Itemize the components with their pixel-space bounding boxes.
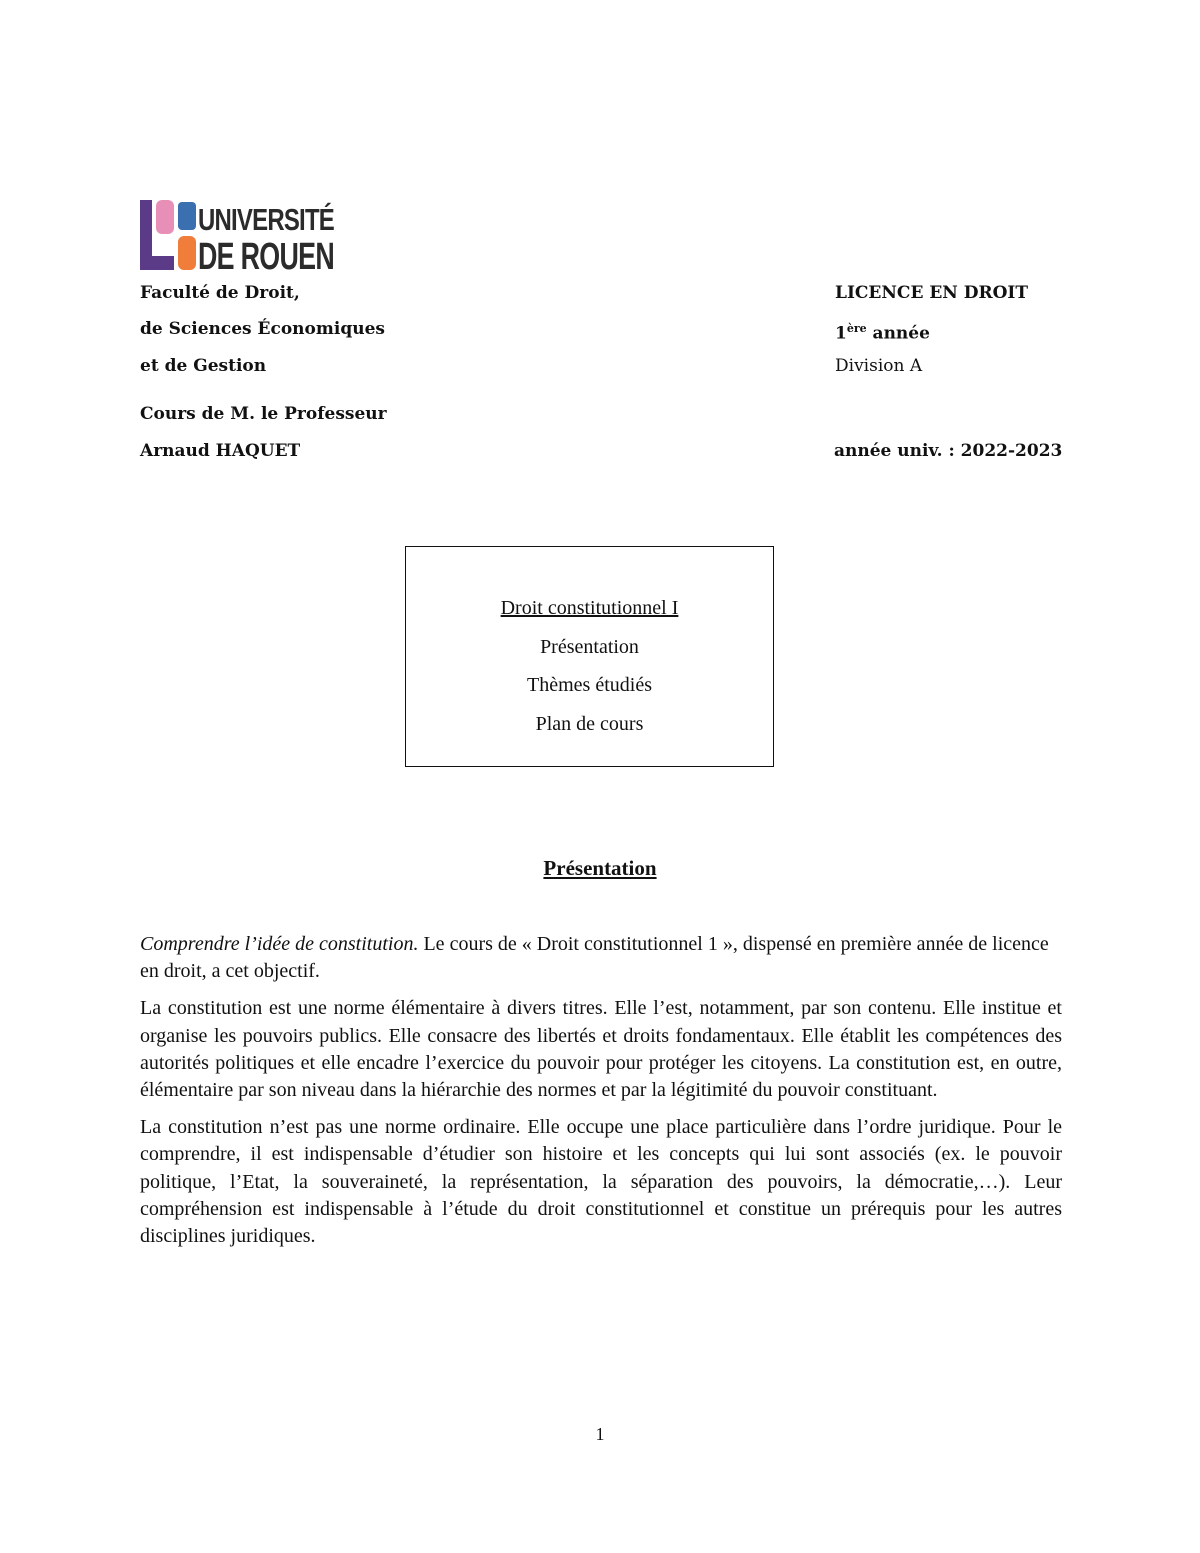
faculty-line1: Faculté de Droit, [140, 283, 300, 303]
course-title-box [405, 546, 774, 767]
paragraph-2: La constitution est une norme élémentaire à divers titres. Elle l’est, notamment, par son contenu. Elle institue et organise les pouvoirs publics. Elle consacre des libertés et droits fondamentaux. Elle établit les compétences des autorités politiques et elle encadre l’exercice du pouvoir pour protéger les citoyens. La constitution est, en outre, élémentaire par son niveau dans la hiérarchie des normes et par la légitimité du pouvoir constituant. [140, 997, 1062, 1102]
division: Division A [835, 356, 923, 376]
course-by: Cours de M. le Professeur [140, 404, 387, 424]
academic-year: année univ. : 2022-2023 [834, 441, 1063, 461]
professor-name: Arnaud HAQUET [140, 441, 301, 461]
page-number: 1 [595, 1424, 605, 1444]
program-name: LICENCE EN DROIT [835, 283, 1029, 303]
logo-mark [140, 198, 340, 278]
study-year-suffix: ère [846, 322, 867, 335]
body-text [140, 931, 1062, 1260]
course-title: Droit constitutionnel I [500, 597, 679, 619]
title-box-item-themes: Thèmes étudiés [527, 674, 652, 696]
paragraph-3: La constitution n’est pas une norme ordinaire. Elle occupe une place particulière dans l’ordre juridique. Pour le comprendre, il est indispensable d’étudier son histoire et les concepts qui lui sont associés (ex. le pouvoir politique, l’Etat, la souveraineté, la représentation, la séparation des pouvoirs, la démocratie,…). Leur compréhension est indispensable à l’étude du droit constitutionnel et constitue un prérequis pour les autres disciplines juridiques. [140, 1116, 1062, 1248]
paragraph-1-lead: Comprendre l’idée de constitution. [140, 933, 419, 955]
study-year [835, 318, 930, 345]
logo-line1: UNIVERSITÉ [198, 202, 335, 237]
paragraph-1 [140, 931, 1062, 985]
logo-line2: DE ROUEN [198, 236, 334, 278]
section-title: Présentation [543, 856, 657, 880]
paragraph-1-text: Le cours de « Droit constitutionnel 1 », dispensé en première année de licence en droit, a cet objectif. [140, 933, 1049, 983]
university-logo [140, 198, 340, 278]
faculty-line2: de Sciences Économiques [140, 319, 385, 339]
title-box-item-presentation: Présentation [540, 635, 639, 658]
study-year-word: année [866, 323, 930, 344]
faculty-line3: et de Gestion [140, 356, 267, 376]
title-box-item-plan: Plan de cours [535, 712, 644, 735]
study-year-number: 1 [835, 323, 847, 344]
